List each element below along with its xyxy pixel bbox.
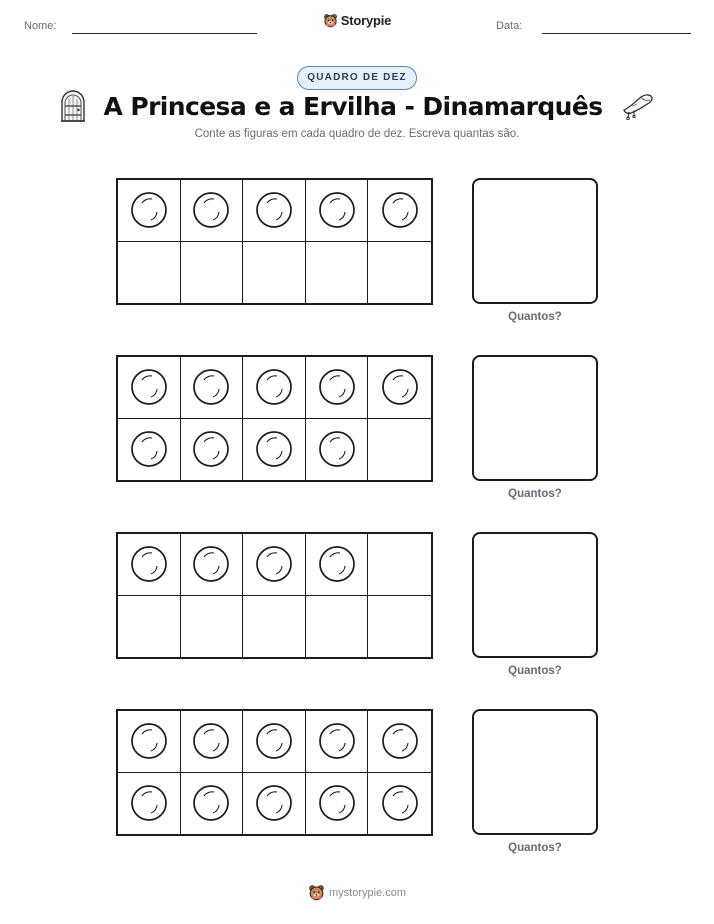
ten-frame-cell	[118, 242, 181, 304]
ten-frame	[116, 532, 433, 659]
date-label: Data:	[496, 20, 523, 32]
ten-frame-cell	[243, 419, 306, 481]
date-line[interactable]	[542, 33, 691, 34]
pea-icon	[130, 430, 168, 468]
ten-frame-cell	[181, 534, 244, 596]
pea-icon	[318, 368, 356, 406]
pea-icon	[192, 430, 230, 468]
ten-frame-cell	[368, 180, 431, 242]
name-label: Nome:	[24, 20, 57, 32]
ten-frame-cell	[368, 773, 431, 835]
pea-icon	[130, 368, 168, 406]
ten-frame-cell	[181, 180, 244, 242]
answer-box[interactable]	[472, 532, 598, 658]
ten-frame	[116, 355, 433, 482]
ten-frame-cell	[368, 419, 431, 481]
pea-icon	[381, 368, 419, 406]
ten-frame-cell	[243, 357, 306, 419]
pea-icon	[130, 722, 168, 760]
pea-icon	[318, 430, 356, 468]
ten-frame-cell	[118, 596, 181, 658]
pea-icon	[318, 722, 356, 760]
ten-frame-cell	[118, 711, 181, 773]
pea-icon	[381, 722, 419, 760]
badge-wrap	[0, 66, 714, 90]
ten-frame	[116, 709, 433, 836]
pea-icon	[255, 191, 293, 229]
pea-icon	[192, 368, 230, 406]
pea-icon	[318, 784, 356, 822]
ten-frame-cell	[243, 180, 306, 242]
ten-frame-cell	[181, 357, 244, 419]
footer-site: mystorypie.com	[328, 886, 407, 899]
answer-box[interactable]	[472, 709, 598, 835]
answer-box[interactable]	[472, 178, 598, 304]
answer-label: Quantos?	[508, 665, 562, 677]
pea-icon	[255, 784, 293, 822]
pea-icon	[255, 545, 293, 583]
ten-frame-cell	[243, 596, 306, 658]
ten-frame-cell	[243, 773, 306, 835]
instructions: Conte as figuras em cada quadro de dez. Escreva quantas são.	[194, 128, 520, 140]
pea-icon	[192, 545, 230, 583]
footer	[0, 884, 714, 901]
pea-icon	[130, 545, 168, 583]
ten-frame-cell	[368, 242, 431, 304]
pea-icon	[192, 191, 230, 229]
pea-icon	[192, 784, 230, 822]
brand-logo	[0, 13, 714, 28]
ten-frame-cell	[306, 242, 369, 304]
ten-frame-cell	[243, 534, 306, 596]
shoe-icon	[621, 92, 655, 120]
ten-frame-cell	[181, 596, 244, 658]
ten-frame-cell	[368, 711, 431, 773]
worksheet-type-badge: QUADRO DE DEZ	[297, 66, 417, 90]
ten-frame-cell	[181, 242, 244, 304]
name-line[interactable]	[72, 33, 257, 34]
pea-icon	[192, 722, 230, 760]
ten-frame-cell	[306, 596, 369, 658]
bear-logo-icon	[323, 13, 338, 28]
ten-frame-cell	[306, 419, 369, 481]
ten-frame-cell	[181, 773, 244, 835]
bear-logo-icon	[308, 884, 325, 901]
answer-label: Quantos?	[508, 311, 562, 323]
pea-icon	[318, 545, 356, 583]
pea-icon	[130, 784, 168, 822]
pea-icon	[381, 191, 419, 229]
pea-icon	[255, 368, 293, 406]
pea-icon	[318, 191, 356, 229]
ten-frame-cell	[118, 357, 181, 419]
ten-frame-cell	[368, 596, 431, 658]
pea-icon	[130, 191, 168, 229]
ten-frame-cell	[243, 711, 306, 773]
answer-label: Quantos?	[508, 488, 562, 500]
answer-box[interactable]	[472, 355, 598, 481]
ten-frame-cell	[243, 242, 306, 304]
pea-icon	[255, 430, 293, 468]
pea-icon	[381, 784, 419, 822]
ten-frame-cell	[368, 534, 431, 596]
answer-label: Quantos?	[508, 842, 562, 854]
ten-frame-cell	[118, 180, 181, 242]
pea-icon	[255, 722, 293, 760]
ten-frame-cell	[368, 357, 431, 419]
ten-frame	[116, 178, 433, 305]
ten-frame-cell	[306, 534, 369, 596]
ten-frame-cell	[118, 773, 181, 835]
ten-frame-cell	[306, 357, 369, 419]
door-icon	[60, 90, 86, 122]
ten-frame-cell	[118, 534, 181, 596]
ten-frame-cell	[181, 711, 244, 773]
ten-frame-cell	[306, 711, 369, 773]
ten-frame-cell	[118, 419, 181, 481]
brand-name: Storypie	[340, 13, 392, 28]
ten-frame-cell	[306, 180, 369, 242]
title-row	[0, 90, 714, 122]
ten-frame-cell	[306, 773, 369, 835]
page-title: A Princesa e a Ervilha - Dinamarquês	[103, 91, 603, 121]
ten-frame-cell	[181, 419, 244, 481]
